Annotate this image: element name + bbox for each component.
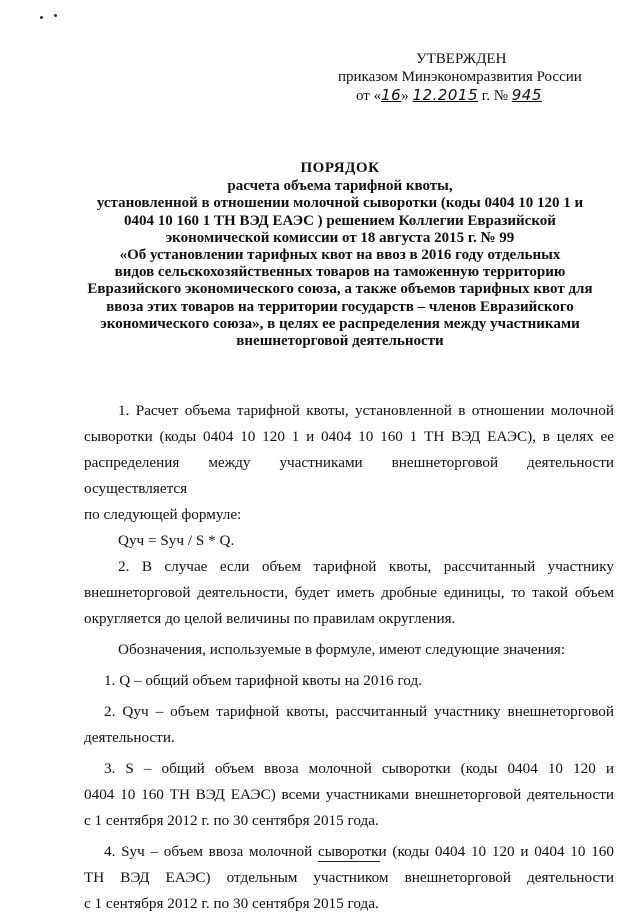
- date-quote-close: »: [401, 88, 409, 104]
- paragraph-2: [84, 554, 614, 632]
- title-line: расчета объема тарифной квоты,: [227, 178, 453, 195]
- title-line: Евразийского экономического союза, а также объемов тарифных квот для: [87, 281, 593, 298]
- paragraph-line: деятельности.: [84, 729, 175, 746]
- approval-order-line: приказом Минэкономразвития России: [338, 69, 582, 85]
- title-line: установленной в отношении молочной сыворотки (коды 0404 10 120 1 и: [96, 195, 584, 212]
- paragraph-line: с 1 сентября 2012 г. по 30 сентября 2015 года.: [84, 812, 379, 829]
- paragraph-line: 2. В случае если объем тарифной квоты, рассчитанный участнику: [118, 558, 614, 575]
- title-heading: ПОРЯДОК: [300, 160, 380, 176]
- separator-line: [318, 861, 380, 862]
- date-suffix: г. №: [477, 88, 509, 104]
- title-line: экономического союза», в целях ее распределения между участниками: [100, 315, 580, 332]
- scan-speck: [40, 16, 43, 19]
- definition-item-2: [84, 699, 614, 751]
- approval-heading: УТВЕРЖДЕН: [416, 51, 507, 67]
- approval-date-line: [338, 86, 608, 105]
- paragraph-line: с 1 сентября 2012 г. по 30 сентября 2015 года.: [84, 895, 379, 912]
- paragraph-line: внешнеторговой деятельности, будет иметь дробные единицы, то такой объем: [84, 584, 614, 601]
- paragraph-line: 3. S – общий объем ввоза молочной сыворотки (коды 0404 10 120 и: [104, 760, 614, 777]
- handwritten-date: 12.2015: [412, 86, 478, 104]
- document-body: [84, 398, 614, 917]
- scan-speck: [54, 14, 57, 17]
- title-line: видов сельскохозяйственных товаров на таможенную территорию: [114, 264, 566, 281]
- title-line: экономической комиссии от 18 августа 2015 г. № 99: [165, 229, 515, 246]
- definition-text: 1. Q – общий объем тарифной квоты на 2016 год.: [104, 672, 422, 689]
- title-line: «Об установлении тарифных квот на ввоз в 2016 году отдельных: [119, 247, 561, 264]
- paragraph-line: 1. Расчет объема тарифной квоты, установленной в отношении молочной: [118, 402, 614, 419]
- title-line: внешнеторговой деятельности: [236, 333, 444, 350]
- title-line: ввоза этих товаров на территории государств – членов Евразийского: [106, 298, 574, 315]
- handwritten-order-number: 945: [511, 86, 542, 104]
- approval-stamp-block: [338, 50, 608, 105]
- paragraph-1: [84, 398, 614, 528]
- document-title: [70, 160, 610, 350]
- definition-item-3: [84, 756, 614, 834]
- date-prefix: от «: [356, 88, 382, 104]
- title-line: 0404 10 160 1 ТН ВЭД ЕАЭС ) решением Коллегии Евразийской: [124, 212, 556, 229]
- definition-item-4: [84, 839, 614, 917]
- paragraph-line: 2. Qуч – объем тарифной квоты, рассчитанный участнику внешнеторговой: [104, 703, 614, 720]
- paragraph-line: распределения между участниками внешнеторговой деятельности осуществляется: [84, 454, 614, 497]
- paragraph-line: округляется до целой величины по правилам округления.: [84, 610, 456, 627]
- formula: Qуч = Sуч / S * Q.: [118, 532, 235, 549]
- paragraph-line: 0404 10 160 ТН ВЭД ЕАЭС) всеми участниками внешнеторговой деятельности: [84, 786, 614, 803]
- paragraph-line: ТН ВЭД ЕАЭС) отдельным участником внешнеторговой деятельности: [84, 869, 614, 886]
- notation-intro: Обозначения, используемые в формуле, имеют следующие значения:: [118, 641, 566, 658]
- paragraph-line: 4. Sуч – объем ввоза молочной сыворотки (коды 0404 10 120 и 0404 10 160: [104, 843, 614, 860]
- paragraph-line: сыворотки (коды 0404 10 120 1 и 0404 10 160 1 ТН ВЭД ЕАЭС), в целях ее: [84, 428, 614, 445]
- definition-item-1: [84, 668, 614, 694]
- handwritten-day: 16: [381, 86, 402, 104]
- paragraph-line: по следующей формуле:: [84, 506, 242, 523]
